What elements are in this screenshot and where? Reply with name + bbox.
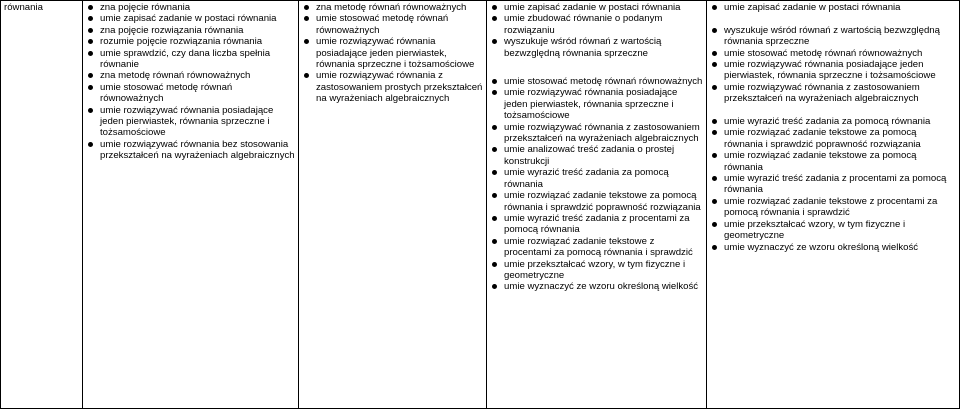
- list-item: umie rozwiązywać równania bez stosowania przekształceń na wyrażeniach algebraicznych: [86, 139, 295, 162]
- list-item: umie zapisać zadanie w postaci równania: [490, 2, 703, 13]
- list-item: umie rozwiązać zadanie tekstowe za pomocą równania i sprawdzić poprawność rozwiązania: [490, 190, 703, 213]
- list-item: rozumie pojęcie rozwiązania równania: [86, 36, 295, 47]
- spacer: [710, 105, 956, 116]
- list-item: zna pojęcie rozwiązania równania: [86, 25, 295, 36]
- list-item: umie wyrazić treść zadania za pomocą równania: [490, 167, 703, 190]
- list-item: umie rozwiązać zadanie tekstowe za pomocą równania: [710, 150, 956, 173]
- list-col4-group3: [710, 116, 956, 253]
- list-item: umie przekształcać wzory, w tym fizyczne i geometryczne: [490, 259, 703, 282]
- list-item: umie analizować treść zadania o prostej konstrukcji: [490, 144, 703, 167]
- level-cell-3: [487, 1, 707, 409]
- list-item: umie przekształcać wzory, w tym fizyczne i geometryczne: [710, 219, 956, 242]
- level-cell-1: [83, 1, 299, 409]
- table-row: [1, 1, 960, 409]
- list-item: wyszukuje wśród równań z wartością bezwzględną równania sprzeczne: [490, 36, 703, 59]
- list-item: umie stosować metodę równań równoważnych: [302, 13, 483, 36]
- list-item: umie stosować metodę równań równoważnych: [86, 82, 295, 105]
- list-item: umie wyrazić treść zadania z procentami za pomocą równania: [710, 173, 956, 196]
- list-item: wyszukuje wśród równań z wartością bezwzględną równania sprzeczne: [710, 25, 956, 48]
- list-item: umie rozwiązywać równania posiadające jeden pierwiastek, równania sprzeczne i tożsamościowe: [302, 36, 483, 70]
- list-col4-group1: [710, 2, 956, 13]
- list-item: umie rozwiązać zadanie tekstowe z procentami za pomocą równania i sprawdzić: [490, 236, 703, 259]
- list-item: umie wyrazić treść zadania z procentami za pomocą równania: [490, 213, 703, 236]
- list-item: umie stosować metodę równań równoważnych: [490, 76, 703, 87]
- list-item: umie wyznaczyć ze wzoru określoną wielkość: [710, 242, 956, 253]
- spacer: [710, 13, 956, 24]
- list-item: umie wyznaczyć ze wzoru określoną wielkość: [490, 281, 703, 292]
- level-cell-2: [299, 1, 487, 409]
- topic-label: równania: [4, 2, 43, 13]
- list-item: zna metodę równań równoważnych: [302, 2, 483, 13]
- list-item: umie rozwiązywać równania posiadające jeden pierwiastek, równania sprzeczne i tożsamościowe: [86, 105, 295, 139]
- list-item: umie zapisać zadanie w postaci równania: [710, 2, 956, 13]
- list-col3-group2: [490, 76, 703, 293]
- list-item: zna metodę równań równoważnych: [86, 70, 295, 81]
- list-item: zna pojęcie równania: [86, 2, 295, 13]
- list-item: umie wyrazić treść zadania za pomocą równania: [710, 116, 956, 127]
- list-item: umie sprawdzić, czy dana liczba spełnia równanie: [86, 48, 295, 71]
- list-item: umie zbudować równanie o podanym rozwiązaniu: [490, 13, 703, 36]
- list-item: umie rozwiązywać równania z zastosowaniem prostych przekształceń na wyrażeniach algebraicznych: [302, 70, 483, 104]
- list-item: umie rozwiązać zadanie tekstowe za pomocą równania i sprawdzić poprawność rozwiązania: [710, 127, 956, 150]
- list-item: umie rozwiązać zadanie tekstowe z procentami za pomocą równania i sprawdzić: [710, 196, 956, 219]
- list-item: umie zapisać zadanie w postaci równania: [86, 13, 295, 24]
- list-item: umie rozwiązywać równania posiadające jeden pierwiastek, równania sprzeczne i tożsamościowe: [490, 87, 703, 121]
- spacer: [490, 59, 703, 76]
- list-col3-group1: [490, 2, 703, 59]
- list-item: umie stosować metodę równań równoważnych: [710, 48, 956, 59]
- list-item: umie rozwiązywać równania z zastosowaniem przekształceń na wyrażeniach algebraicznych: [710, 82, 956, 105]
- list-col1: [86, 2, 295, 162]
- topic-cell: [1, 1, 83, 409]
- list-item: umie rozwiązywać równania posiadające jeden pierwiastek, równania sprzeczne i tożsamościowe: [710, 59, 956, 82]
- list-col4-group2: [710, 25, 956, 105]
- list-item: umie rozwiązywać równania z zastosowaniem przekształceń na wyrażeniach algebraicznych: [490, 122, 703, 145]
- level-cell-4: [707, 1, 960, 409]
- list-col2: [302, 2, 483, 105]
